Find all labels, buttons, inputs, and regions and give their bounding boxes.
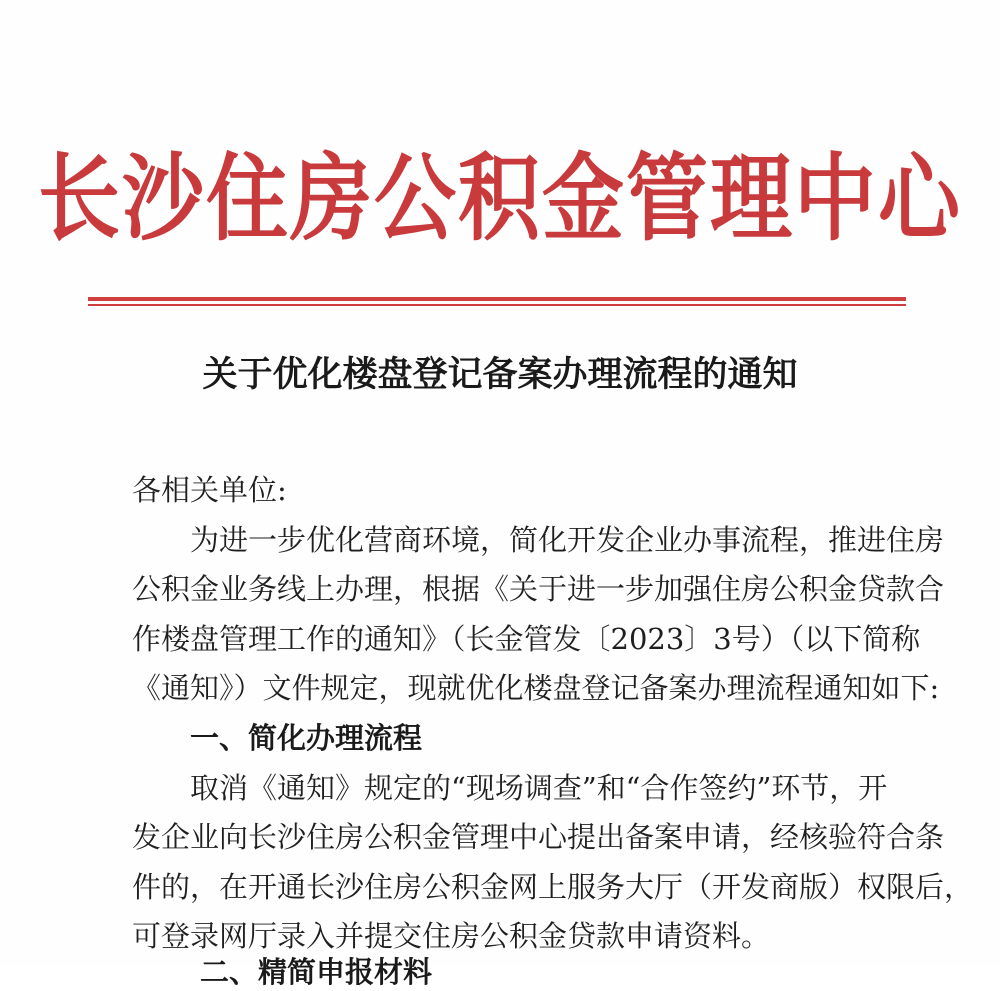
paragraph-line: 取消《通知》规定的“现场调查”和“合作签约”环节，开 xyxy=(190,770,888,805)
notice-body xyxy=(132,466,974,962)
paragraph-line: 为进一步优化营商环境，简化开发企业办事流程，推进住房 xyxy=(190,522,945,557)
paragraph-line: 公积金业务线上办理，根据《关于进一步加强住房公积金贷款合 xyxy=(132,572,945,607)
notice-title: 关于优化楼盘登记备案办理流程的通知 xyxy=(202,354,798,395)
section-heading-cut: 二、精简申报材料 xyxy=(200,955,433,989)
section-heading: 一、简化办理流程 xyxy=(190,720,423,755)
salutation: 各相关单位: xyxy=(132,473,287,507)
paragraph-line: 可登录网厅录入并提交住房公积金贷款申请资料。 xyxy=(132,919,771,954)
paragraph-line: 件的，在开通长沙住房公积金网上服务大厅（开发商版）权限后， xyxy=(132,869,974,904)
organization-letterhead: 长沙住房公积金管理中心 xyxy=(37,143,962,255)
paragraph-line: 发企业向长沙住房公积金管理中心提出备案申请，经核验符合条 xyxy=(132,820,945,855)
letterhead-divider-thick xyxy=(88,297,906,301)
letterhead-divider-thin xyxy=(88,304,906,306)
paragraph-line: 《通知》）文件规定，现就优化楼盘登记备案办理流程通知如下: xyxy=(132,671,940,706)
paragraph-line: 作楼盘管理工作的通知》（长金管发〔2023〕3号）（以下简称 xyxy=(132,621,921,656)
